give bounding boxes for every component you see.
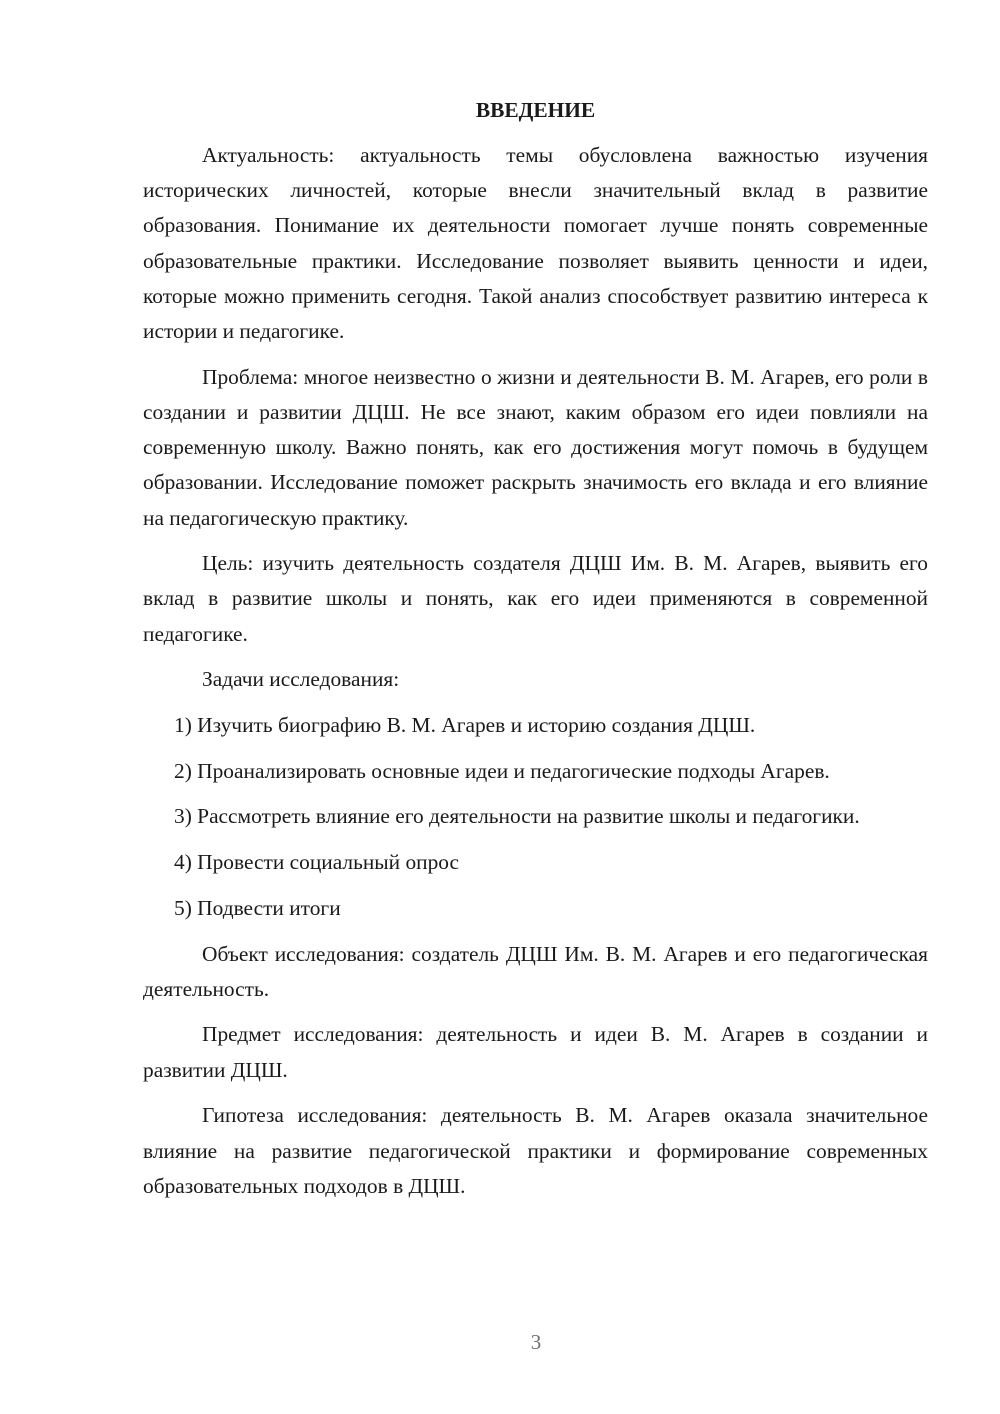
task-item-1: 1) Изучить биографию В. М. Агарев и историю создания ДЦШ. xyxy=(174,713,756,738)
document-page xyxy=(143,92,928,1204)
problem-paragraph: Проблема: многое неизвестно о жизни и деятельности В. М. Агарев, его роли в создании и развитии ДЦШ. Не все знают, каким образом его идеи повлияли на современную школу. Важно понять, как его достижения могут помочь в будущем образовании. Исследование поможет раскрыть значимость его вклада и его влияние на педагогическую практику. xyxy=(143,364,928,530)
task-item-2: 2) Проанализировать основные идеи и педагогические подходы Агарев. xyxy=(174,758,830,783)
hypothesis-paragraph: Гипотеза исследования: деятельность В. М. Агарев оказала значительное влияние на развитие педагогической практики и формирование современных образовательных подходов в ДЦШ. xyxy=(143,1103,928,1198)
task-item-5: 5) Подвести итоги xyxy=(174,895,341,920)
subject-paragraph: Предмет исследования: деятельность и идеи В. М. Агарев в создании и развитии ДЦШ. xyxy=(143,1022,928,1082)
goal-paragraph: Цель: изучить деятельность создателя ДЦШ Им. В. М. Агарев, выявить его вклад в развитие школы и понять, как его идеи применяются в современной педагогике. xyxy=(143,551,928,646)
tasks-title: Задачи исследования: xyxy=(202,667,400,692)
task-item-4: 4) Провести социальный опрос xyxy=(174,850,460,875)
page-title: ВВЕДЕНИЕ xyxy=(475,98,596,122)
relevance-paragraph: Актуальность: актуальность темы обусловлена важностью изучения исторических личностей, которые внесли значительный вклад в развитие образования. Понимание их деятельности помогает лучше понять современные образовательные практики. Исследование позволяет выявить ценности и идеи, которые можно применить сегодня. Такой анализ способствует развитию интереса к истории и педагогике. xyxy=(143,143,928,344)
page-number: 3 xyxy=(530,1330,542,1354)
task-item-3: 3) Рассмотреть влияние его деятельности на развитие школы и педагогики. xyxy=(174,804,860,829)
object-paragraph: Объект исследования: создатель ДЦШ Им. В. М. Агарев и его педагогическая деятельность. xyxy=(143,941,928,1001)
